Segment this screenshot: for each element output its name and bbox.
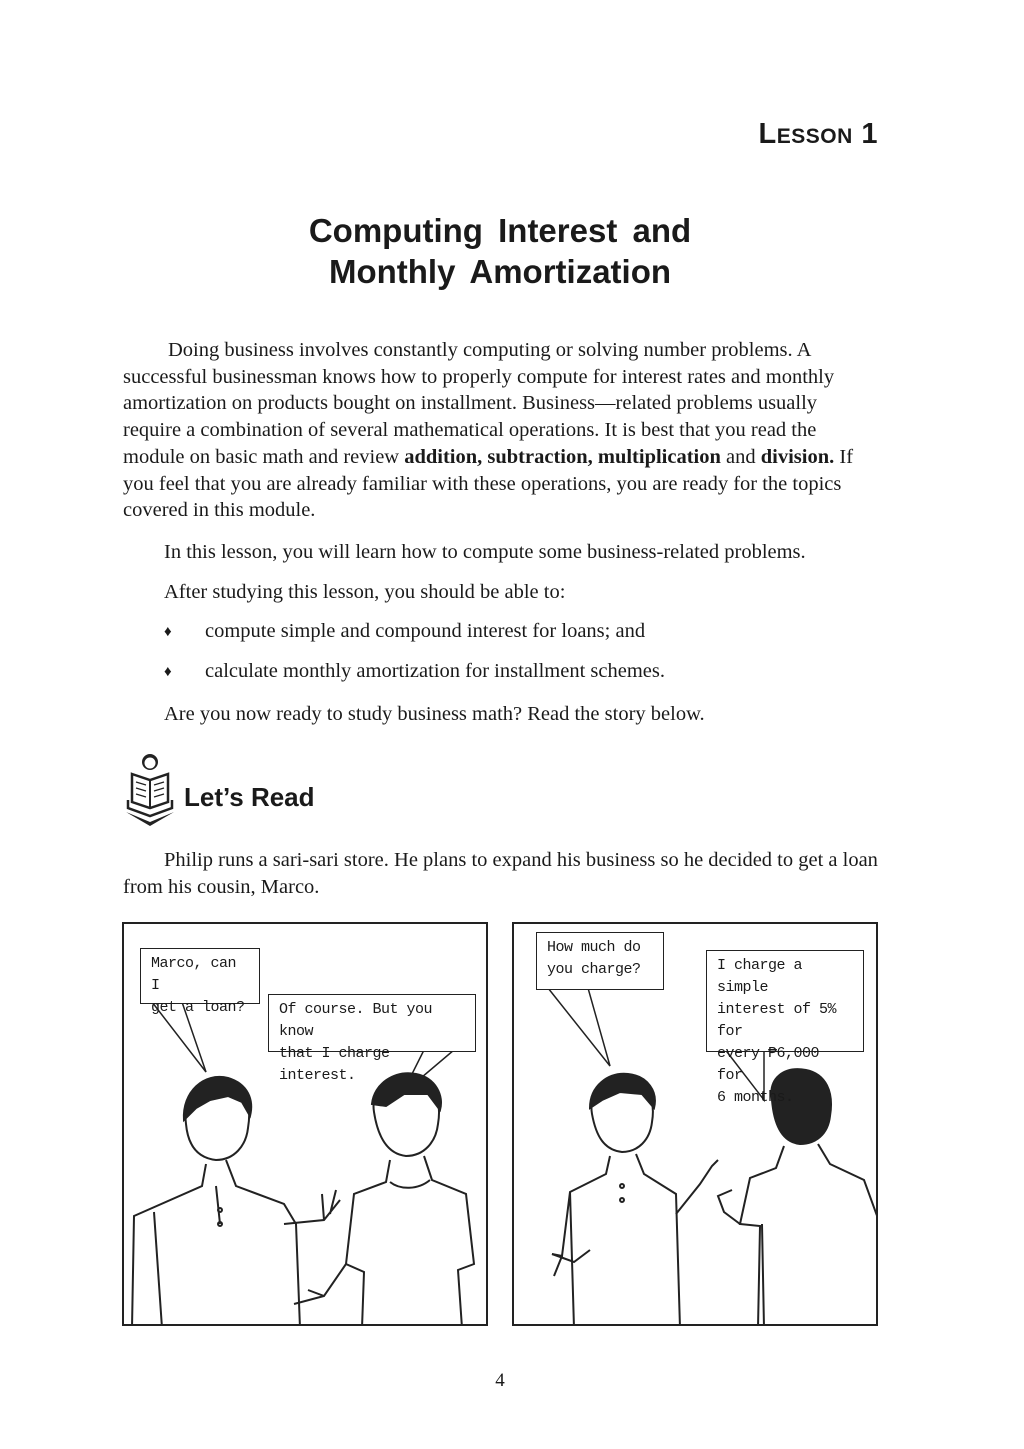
lesson-label-rest: ESSON (776, 125, 853, 148)
intro-text-3: If you feel that you are already familiar with these operations, you are ready for the topics covered in this module. (123, 445, 854, 522)
lesson-label (759, 118, 878, 151)
comic-panel-right (512, 922, 878, 1326)
lesson-line: In this lesson, you will learn how to compute some business-related problems. (164, 541, 806, 563)
speech-bubble (140, 948, 260, 1016)
objective-item: compute simple and compound interest for loans; and (205, 620, 646, 642)
intro-bold-operations: addition, subtraction, multiplication (404, 445, 721, 468)
intro-text-1: Doing business involves constantly computing or solving number problems. A successful businessman knows how to properly compute for interest rates and monthly amortization on products bought on installment. Business—related problems usually require a combination of several mathematical operations. It is best that you read the module on basic math and review (123, 339, 835, 468)
speech-line: How much do (547, 939, 641, 956)
lesson-label-initial: L (758, 118, 777, 150)
objectives-intro: After studying this lesson, you should be able to: (164, 581, 566, 603)
objective-item: calculate monthly amortization for installment schemes. (205, 660, 665, 682)
speech-line: I charge a simple (717, 957, 803, 996)
bullet-icon: ♦ (164, 664, 172, 680)
intro-text-2: and (720, 445, 761, 468)
lesson-number: 1 (861, 118, 878, 150)
page-number: 4 (495, 1370, 505, 1391)
speech-line: that I charge interest. (279, 1045, 390, 1084)
intro-bold-division: division. (760, 445, 835, 468)
page-title-line-2: Monthly Amortization (328, 253, 672, 290)
bullet-icon: ♦ (164, 624, 172, 640)
speech-line: you charge? (547, 961, 641, 978)
speech-line: get a loan? (151, 999, 245, 1016)
speech-line: interest of 5% for (717, 1001, 837, 1040)
comic-panel-left (122, 922, 488, 1326)
speech-line: 6 months. (717, 1089, 794, 1106)
speech-line: Of course. But you know (279, 1001, 433, 1040)
page-title-line-1: Computing Interest and (308, 212, 692, 249)
speech-bubble (268, 994, 476, 1084)
speech-bubble (706, 950, 864, 1106)
section-heading: Let’s Read (184, 782, 315, 812)
ready-line: Are you now ready to study business math? Read the story below. (164, 703, 705, 725)
story-paragraph: Philip runs a sari-sari store. He plans to expand his business so he decided to get a loan from his cousin, Marco. (123, 849, 878, 898)
speech-bubble (536, 932, 664, 990)
reading-person-icon (124, 752, 176, 828)
page-title (0, 210, 1000, 292)
speech-line: every ₱6,000 for (717, 1045, 820, 1084)
speech-line: Marco, can I (151, 955, 237, 994)
intro-paragraph (123, 337, 880, 524)
